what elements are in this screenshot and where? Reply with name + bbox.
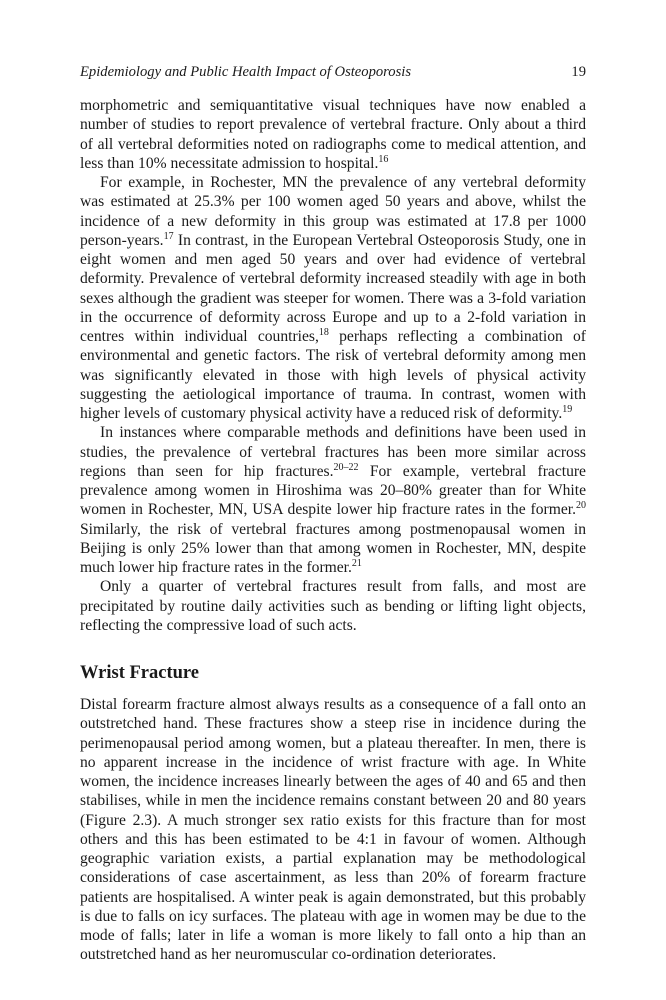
book-page [80, 62, 586, 965]
citation-ref: 21 [351, 558, 362, 569]
citation-ref: 20–22 [333, 461, 359, 473]
paragraph-vertebral-intro: morphometric and semiquantitative visual techniques have now enabled a number of studies to report prevalence of vertebral fracture. Only about a third of all vertebral deformities noted on radiographs come to medical attention, and less than 10% necessitate admission to hospital.$^{16}$ [80, 97, 586, 172]
paragraph-wrist-fracture: Distal forearm fracture almost always results as a consequence of a fall onto an outstretched hand. These fractures show a steep rise in incidence during the perimenopausal period among women, but a plateau thereafter. In men, there is no apparent increase in the incidence of wrist fracture with age. In White women, the incidence increases linearly between the ages of 40 and 65 and then stabilises, while in men the incidence remains constant between 20 and 80 years (Figure 2.3). A much stronger sex ratio exists for this fracture than for most others and this has been estimated to be 4:1 in favour of women. Although geographic variation exists, a partial explanation may be methodological considerations of case ascertainment, as less than 20% of forearm fracture patients are hospitalised. A winter peak is again demonstrated, but this probably is due to falls on icy surfaces. The plateau with age in women may be due to the mode of falls; later in life a woman is more likely to fall onto a hip than an outstretched hand as her neuromuscular co-ordination deteriorates. [80, 696, 586, 964]
section-heading-wrist-fracture: Wrist Fracture [80, 663, 200, 683]
paragraph-rochester-prevalence: For example, in Rochester, MN the prevalence of any vertebral deformity was estimated at 25.3% per 100 women aged 50 years and above, whilst the incidence of a new deformity in this group was estimated at 17.8 per 1000 person-years.$^{17}$ In contrast, in the European Vertebral Osteoporosis Study, one in eight women and men aged 50 years and over had evidence of vertebral deformity. Prevalence of vertebral deformity increased steadily with age in both sexes although the gradient was steeper for women. There was a 3-fold variation in the occurrence of deformity across Europe and up to a 2-fold variation in centres within individual countries,$^{18}$ perhaps reflecting a combination of environmental and genetic factors. The risk of vertebral deformity among men was significantly elevated in those with high levels of physical activity suggesting the aetiological importance of trauma. In contrast, women with higher levels of customary physical activity have a reduced risk of deformity.$^{19}$ [80, 174, 587, 422]
running-title: Epidemiology and Public Health Impact of Osteoporosis [80, 64, 412, 80]
citation-ref: 19 [562, 404, 573, 415]
citation-ref: 18 [318, 327, 329, 338]
page-number: 19 [571, 64, 586, 80]
citation-ref: 20 [576, 500, 586, 512]
citation-ref: 17 [163, 230, 174, 242]
running-header [80, 62, 586, 82]
paragraph-regional-comparison: In instances where comparable methods and definitions have been used in studies, the prevalence of vertebral fractures has been more similar across regions than seen for hip fractures.$^{20-22}$ For example, vertebral fracture prevalence among women in Hiroshima was 20–80% greater than for White women in Rochester, MN, USA despite lower hip fracture rates in the former.$^{20}$ Similarly, the risk of vertebral fractures among postmenopausal women in Beijing is only 25% lower than that among women in Rochester, MN, despite much lower hip fracture rates in the former.$^{21}$ [80, 424, 586, 576]
paragraph-falls: Only a quarter of vertebral fractures result from falls, and most are precipitated by routine daily activities such as bending or lifting light objects, reflecting the compressive load of such acts. [80, 578, 586, 634]
citation-ref: 16 [378, 153, 389, 165]
